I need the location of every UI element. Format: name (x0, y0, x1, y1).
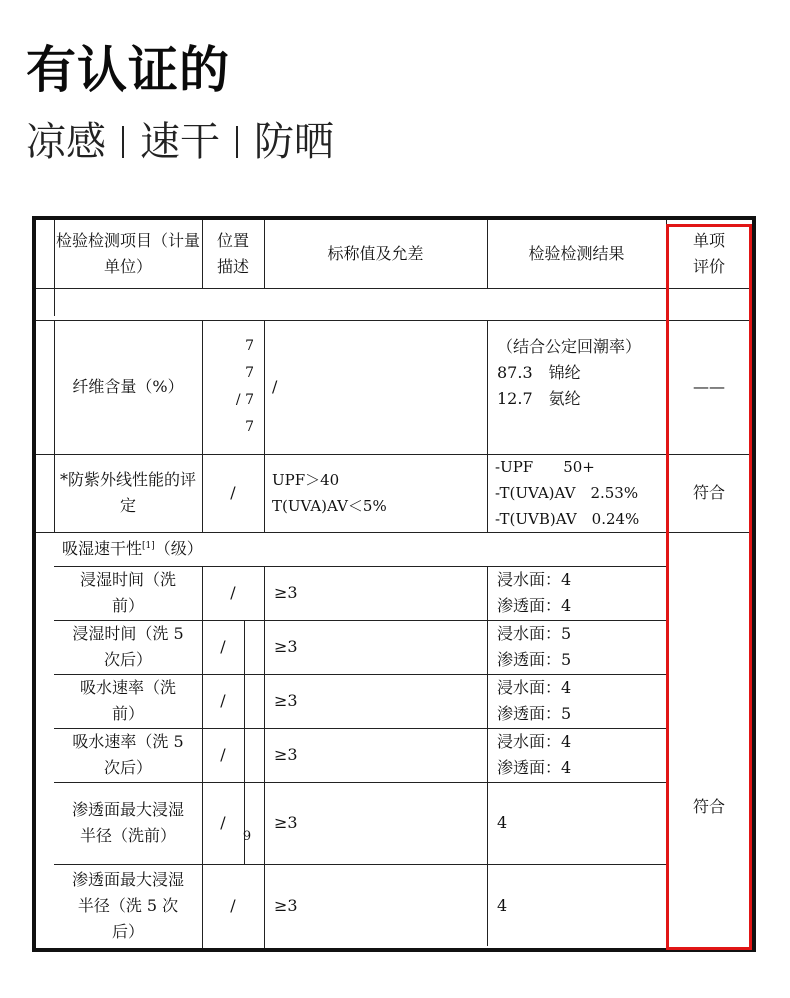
result-line: 渗透面：4 (497, 596, 572, 615)
uv-result (487, 454, 666, 532)
feature-divider (122, 126, 124, 158)
moisture-row-standard: ≥3 (274, 745, 298, 764)
moisture-row-position: / (230, 583, 236, 602)
result-line: 渗透面：4 (497, 758, 572, 777)
moisture-row-item: 浸湿时间（洗 5 次后） (72, 624, 184, 669)
moisture-row-position: / (220, 691, 226, 710)
moisture-row-result (487, 728, 666, 782)
fiber-standard: / (272, 377, 278, 396)
moisture-row-item: 吸水速率（洗前） (79, 678, 176, 723)
result-line: 渗透面：5 (497, 704, 572, 723)
moisture-group-label (62, 532, 662, 566)
moisture-row-standard: ≥3 (274, 583, 298, 602)
moisture-row-standard: ≥3 (274, 637, 298, 656)
fiber-position-mark: 7 (245, 338, 254, 354)
uv-standard-line: UPF＞40 (272, 471, 340, 489)
fiber-result-line: 87.3 锦纶 (497, 363, 581, 382)
result-line: 渗透面：5 (497, 650, 572, 669)
feature-cooling: 凉感 (26, 119, 106, 165)
feature-list (26, 110, 334, 167)
fiber-item: 纤维含量（%） (72, 377, 184, 396)
moisture-row-item: 吸水速率（洗 5 次后） (72, 732, 184, 777)
moisture-row-position: / (230, 896, 236, 915)
moisture-row-position: / (220, 813, 226, 832)
page-title: 有认证的 (26, 41, 230, 99)
header-item: 检验检测项目（计量单位） (55, 231, 200, 276)
moisture-evaluation: 符合 (692, 797, 725, 816)
uv-result-line: -T(UVA)AV 2.53% (495, 484, 639, 502)
feature-quick-dry: 速干 (140, 119, 220, 165)
header-result: 检验检测结果 (528, 244, 625, 263)
moisture-row-position: / (220, 637, 226, 656)
result-line: 浸水面：4 (497, 732, 572, 751)
moisture-row-item: 渗透面最大浸湿半径（洗 5 次后） (71, 870, 184, 941)
moisture-row-result (487, 674, 666, 728)
fiber-position (202, 320, 264, 454)
moisture-row-standard: ≥3 (274, 896, 298, 915)
test-report-table (32, 216, 756, 952)
feature-sun-protection: 防晒 (254, 119, 334, 165)
fiber-evaluation: —— (693, 377, 725, 396)
fiber-position-mark: 7 (245, 365, 254, 381)
uv-position: / (230, 483, 236, 502)
uv-evaluation: 符合 (692, 483, 725, 502)
moisture-row-standard: ≥3 (274, 813, 298, 832)
evaluation-highlight-box (666, 224, 752, 950)
moisture-row-item: 渗透面最大浸湿半径（洗前） (71, 800, 184, 845)
header-standard: 标称值及允差 (327, 244, 424, 263)
grid-line (36, 288, 752, 289)
header-position: 位置描述 (216, 231, 249, 276)
fiber-result (487, 320, 666, 454)
moisture-unit: （级） (154, 539, 203, 558)
fiber-result-line: （结合公定回潮率） (497, 337, 642, 356)
moisture-row-standard: ≥3 (274, 691, 298, 710)
moisture-row-item: 浸湿时间（洗前） (79, 570, 176, 615)
moisture-row-result (487, 566, 666, 620)
result-line: 浸水面：5 (497, 624, 572, 643)
uv-result-line: -T(UVB)AV 0.24% (495, 510, 640, 528)
uv-item: *防紫外线性能的评定 (60, 470, 197, 515)
fiber-result-line: 12.7 氨纶 (497, 389, 581, 408)
footnote-marker: [1] (142, 541, 155, 551)
uv-standard-line: T(UVA)AV＜5% (272, 497, 387, 515)
fiber-position-mark: 7 (245, 419, 254, 435)
moisture-row-result: 4 (497, 896, 508, 915)
moisture-label-text: 吸湿速干性 (62, 539, 143, 558)
uv-result-line: -UPF 50+ (495, 458, 595, 476)
header-evaluation: 单项评价 (692, 231, 725, 276)
feature-divider (236, 126, 238, 158)
stray-mark: 9 (242, 829, 252, 844)
result-line: 浸水面：4 (497, 678, 572, 697)
moisture-row-result (487, 620, 666, 674)
fiber-position-mark: / 7 (235, 392, 254, 408)
result-line: 浸水面：4 (497, 570, 572, 589)
moisture-row-result: 4 (497, 813, 508, 832)
moisture-row-position: / (220, 745, 226, 764)
uv-standard (264, 454, 487, 532)
